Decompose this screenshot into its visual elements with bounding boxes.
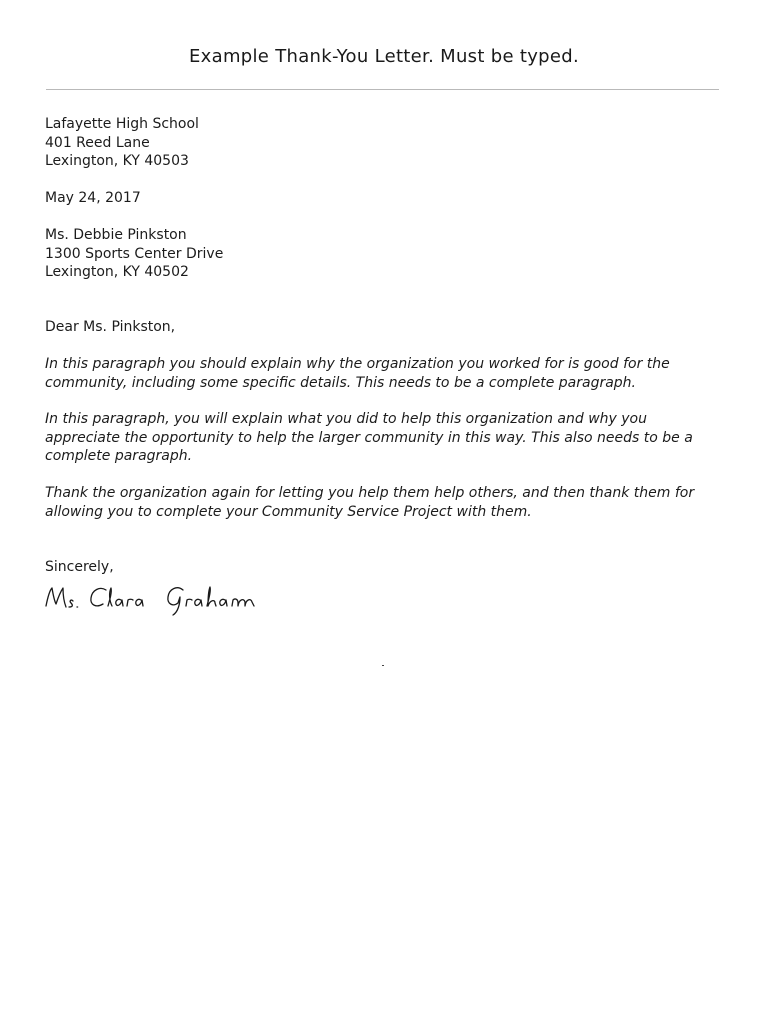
handwritten-signature [42, 582, 302, 618]
recipient-name: Ms. Debbie Pinkston [45, 227, 187, 243]
sender-street: 401 Reed Lane [45, 134, 150, 151]
body-paragraph-3: Thank the organization again for letting you help them help others, and then thank them for allowing you to complete your Community Service Project with them. [45, 485, 695, 520]
sender-city-state-zip: Lexington, KY 40503 [45, 153, 189, 169]
title-divider [46, 89, 719, 90]
body-paragraph-2: In this paragraph, you will explain what you did to help this organization and why you appreciate the opportunity to help the larger community in this way. This also needs to be a complete paragraph. [45, 411, 693, 464]
recipient-address [45, 226, 725, 282]
letter-date: May 24, 2017 [45, 190, 141, 206]
document-title: Example Thank-You Letter. Must be typed. [188, 46, 580, 67]
recipient-city-state-zip: Lexington, KY 40502 [45, 264, 189, 280]
closing: Sincerely, [45, 559, 114, 575]
salutation: Dear Ms. Pinkston, [45, 319, 176, 335]
sender-name: Lafayette High School [45, 116, 199, 132]
stray-mark [382, 665, 384, 666]
recipient-street: 1300 Sports Center Drive [45, 245, 224, 262]
sender-address [45, 115, 725, 171]
body-paragraph-1: In this paragraph you should explain why the organization you worked for is good for the community, including some specific details. This needs to be a complete paragraph. [45, 356, 670, 391]
